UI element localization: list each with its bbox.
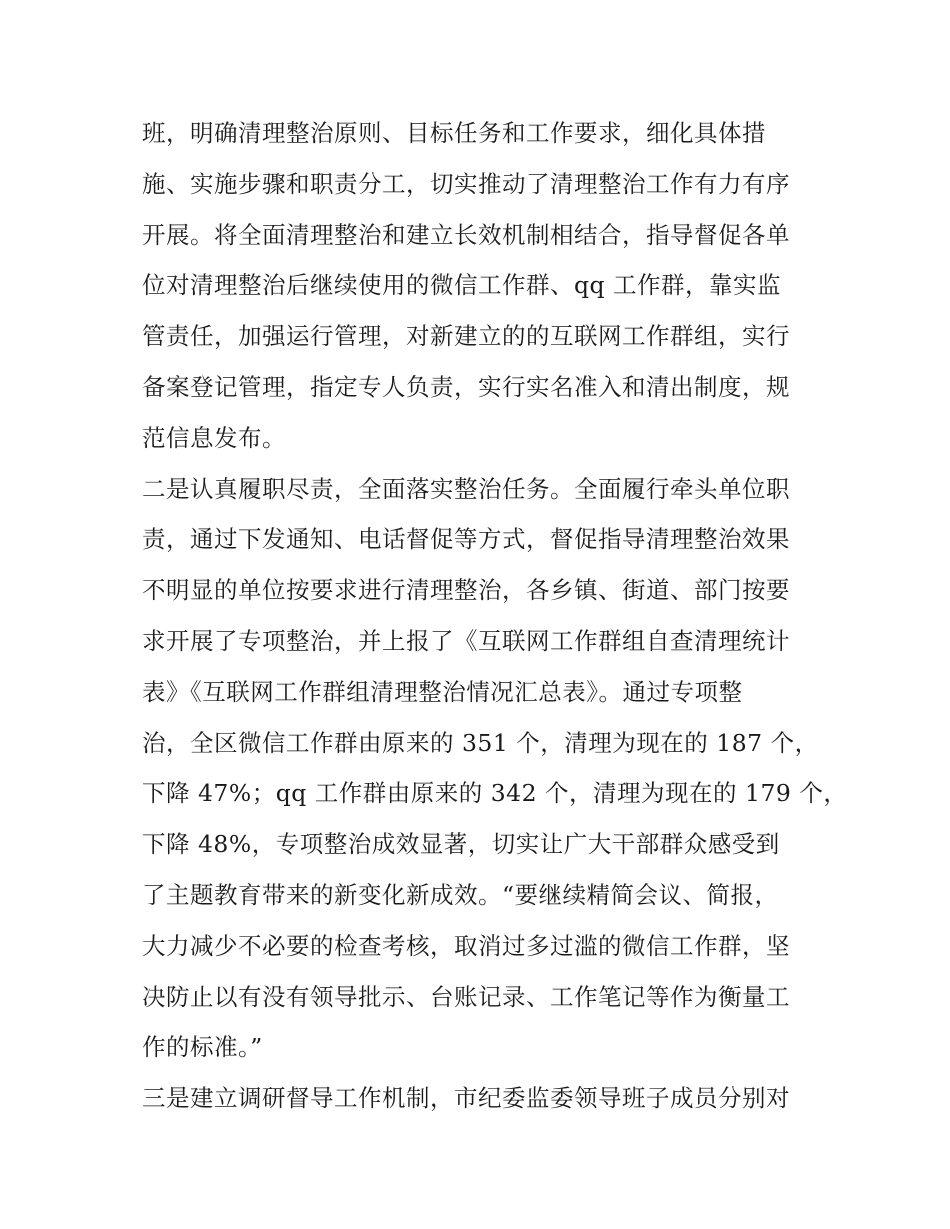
text-line: 位对清理整治后继续使用的微信工作群、qq 工作群，靠实监 — [142, 271, 782, 300]
text-line: 治，全区微信工作群由原来的 351 个，清理为现在的 187 个， — [142, 728, 819, 757]
text-line: 开展。将全面清理整治和建立长效机制相结合，指导督促各单 — [142, 220, 790, 249]
text-line: 表》《互联网工作群组清理整治情况汇总表》。通过专项整 — [142, 677, 743, 706]
text-line: 三是建立调研督导工作机制，市纪委监委领导班子成员分别对 — [142, 1084, 790, 1113]
text-line: 责，通过下发通知、电话督促等方式，督促指导清理整治效果 — [142, 525, 790, 554]
text-line: 不明显的单位按要求进行清理整治，各乡镇、街道、部门按要 — [142, 576, 790, 605]
text-line: 范信息发布。 — [142, 423, 286, 452]
text-line: 施、实施步骤和职责分工，切实推动了清理整治工作有力有序 — [142, 169, 790, 198]
text-line: 作的标准。” — [142, 1033, 263, 1062]
text-line: 班，明确清理整治原则、目标任务和工作要求，细化具体措 — [142, 119, 766, 147]
text-line: 大力减少不必要的检查考核，取消过多过滥的微信工作群，坚 — [142, 931, 790, 960]
text-line: 下降 47%；qq 工作群由原来的 342 个，清理为现在的 179 个， — [142, 779, 848, 808]
body-text — [142, 108, 848, 1124]
text-line: 了主题教育带来的新变化新成效。“要继续精简会议、简报， — [142, 880, 779, 909]
text-line: 备案登记管理，指定专人负责，实行实名准入和清出制度，规 — [142, 372, 790, 401]
text-line: 求开展了专项整治，并上报了《互联网工作群组自查清理统计 — [142, 626, 790, 655]
text-line: 管责任，加强运行管理，对新建立的的互联网工作群组，实行 — [142, 322, 790, 351]
text-line: 二是认真履职尽责，全面落实整治任务。全面履行牵头单位职 — [142, 474, 790, 503]
text-line: 下降 48%，专项整治成效显著，切实让广大干部群众感受到 — [142, 830, 780, 859]
text-line: 决防止以有没有领导批示、台账记录、工作笔记等作为衡量工 — [142, 982, 790, 1011]
